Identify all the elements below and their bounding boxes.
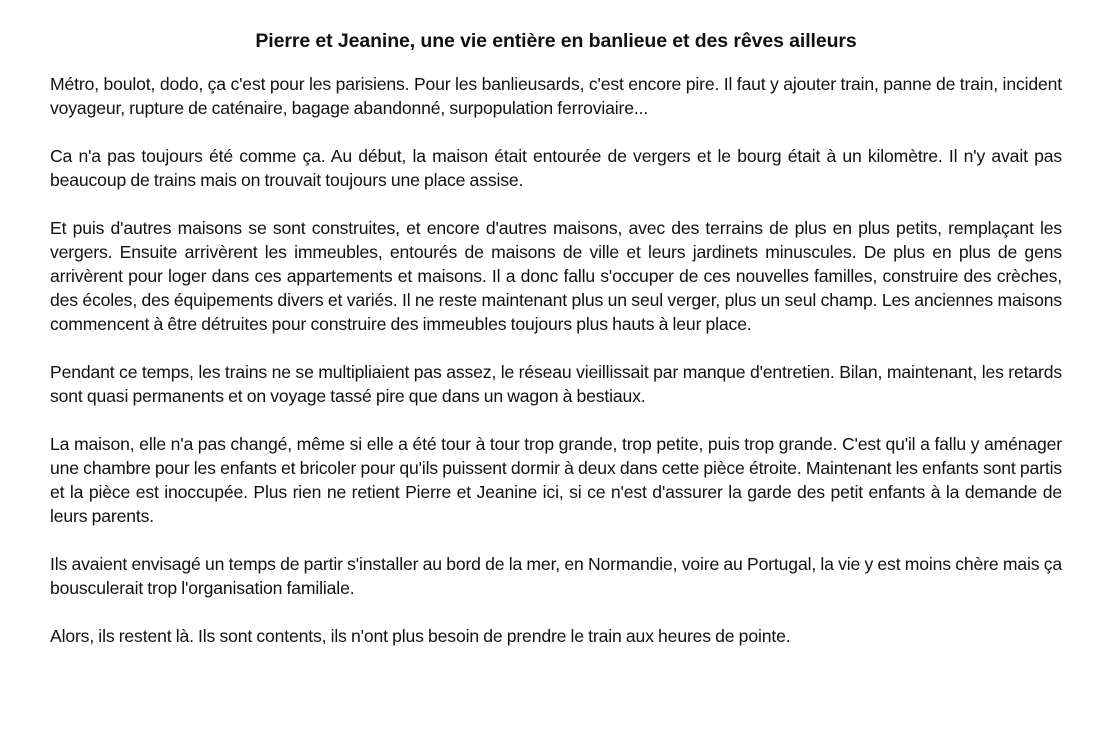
document-page (50, 28, 1062, 672)
document-title: Pierre et Jeanine, une vie entière en banlieue et des rêves ailleurs (255, 30, 857, 52)
paragraph-7: Alors, ils restent là. Ils sont contents, ils n'ont plus besoin de prendre le train aux heures de pointe. (50, 626, 791, 646)
paragraph-1: Métro, boulot, dodo, ça c'est pour les parisiens. Pour les banlieusards, c'est encore pire. Il faut y ajouter train, panne de train, incident voyageur, rupture de caténaire, bagage abandonné, surpopulation ferroviaire... (50, 74, 1062, 118)
paragraph-4: Pendant ce temps, les trains ne se multipliaient pas assez, le réseau vieillissait par manque d'entretien. Bilan, maintenant, les retards sont quasi permanents et on voyage tassé pire que dans un wagon à bestiaux. (50, 362, 1062, 406)
paragraph-5: La maison, elle n'a pas changé, même si elle a été tour à tour trop grande, trop petite, puis trop grande. C'est qu'il a fallu y aménager une chambre pour les enfants et bricoler pour qu'ils puissent dormir à deux dans cette pièce étroite. Maintenant les enfants sont partis et la pièce est inoccupée. Plus rien ne retient Pierre et Jeanine ici, si ce n'est d'assurer la garde des petit enfants à la demande de leurs parents. (50, 434, 1062, 526)
paragraph-6: Ils avaient envisagé un temps de partir s'installer au bord de la mer, en Normandie, voire au Portugal, la vie y est moins chère mais ça bousculerait trop l'organisation familiale. (50, 554, 1062, 598)
paragraph-2: Ca n'a pas toujours été comme ça. Au début, la maison était entourée de vergers et le bourg était à un kilomètre. Il n'y avait pas beaucoup de trains mais on trouvait toujours une place assise. (50, 146, 1062, 190)
paragraph-3: Et puis d'autres maisons se sont construites, et encore d'autres maisons, avec des terrains de plus en plus petits, remplaçant les vergers. Ensuite arrivèrent les immeubles, entourés de maisons de ville et leurs jardinets minuscules. De plus en plus de gens arrivèrent pour loger dans ces appartements et maisons. Il a donc fallu s'occuper de ces nouvelles familles, construire des crèches, des écoles, des équipements divers et variés. Il ne reste maintenant plus un seul verger, plus un seul champ. Les anciennes maisons commencent à être détruites pour construire des immeubles toujours plus hauts à leur place. (50, 218, 1062, 334)
